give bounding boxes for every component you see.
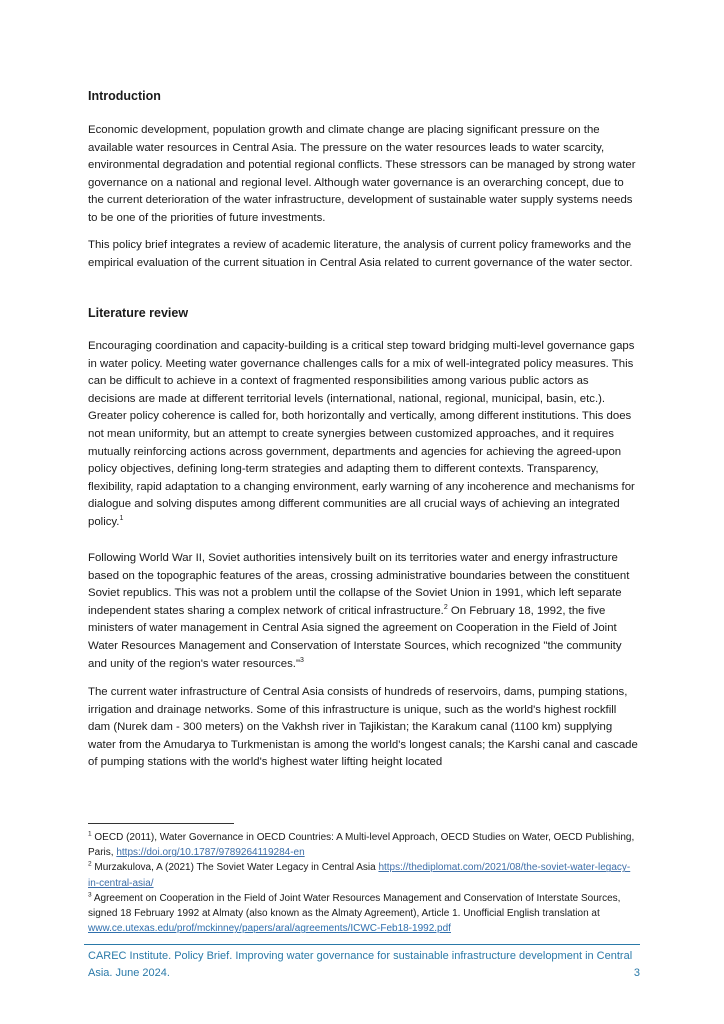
intro-paragraph-2: This policy brief integrates a review of academic literature, the analysis of current policy frameworks and the empirical evaluation of the current situation in Central Asia related to current governance of the water sector. [88, 239, 633, 269]
footnote-3-link[interactable]: www.ce.utexas.edu/prof/mckinney/papers/aral/agreements/ICWC-Feb18-1992.pdf [88, 923, 451, 935]
literature-review-heading: Literature review [88, 306, 189, 320]
footnote-1-text: OECD (2011), Water Governance in OECD Countries: A Multi-level Approach, OECD Studies on Water, OECD Publishing, Paris, [88, 832, 635, 859]
page-number: 3 [633, 967, 640, 979]
footnote-2 [88, 860, 639, 890]
literature-paragraph-2b-text: On February 18, 1992, the five ministers of water management in Central Asia signed the agreement on Cooperation in the Field of Joint Water Resources Management and Conservation of Interstate Sources, which recognized "the community and unity of the region's water resources." [88, 604, 622, 670]
footnote-1-number: 1 [88, 830, 92, 838]
footnote-1-link[interactable]: https://doi.org/10.1787/9789264119284-en [116, 847, 305, 859]
footer-text: CAREC Institute. Policy Brief. Improving water governance for sustainable infrastructure development in Central Asia. June 2024. [88, 950, 633, 979]
footnote-3-text: Agreement on Cooperation in the Field of Joint Water Resources Management and Conservation of Interstate Sources, signed 18 February 1992 at Almaty (also known as the Almaty Agreement), Article 1. Unofficial English translation at [88, 892, 621, 920]
page-footer [88, 948, 640, 982]
literature-paragraph-2 [88, 550, 639, 673]
footnote-ref-1[interactable]: 1 [119, 515, 124, 523]
literature-paragraph-2a-text: Following World War II, Soviet authorities intensively built on its territories water and energy infrastructure based on the topographic features of the areas, crossing administrative boundaries between the constituent Soviet republics. This was not a problem until the collapse of the Soviet Union in 1991, which left separate independent states sharing a complex network of critical infrastructure. [88, 552, 630, 617]
footer-divider [84, 944, 640, 945]
footnote-ref-3[interactable]: 3 [300, 656, 304, 664]
footnote-2-number: 2 [88, 861, 92, 869]
footnote-3-number: 3 [88, 891, 92, 899]
footnote-divider [88, 823, 234, 824]
introduction-heading: Introduction [88, 89, 161, 103]
footnote-2-link[interactable]: https://thediplomat.com/2021/08/the-soviet-water-legacy-in-central-asia/ [88, 862, 631, 889]
intro-paragraph-1: Economic development, population growth and climate change are placing significant pressure on the available water resources in Central Asia. The pressure on the water resources leads to water scarcity, environmental degradation and potential regional conflicts. These stressors can be managed by strong water governance on a national and regional level. Although water governance is an overarching concept, due to the current deterioration of the water infrastructure, development of sustainable water supply systems needs to be one of the priorities of future investments. [88, 124, 636, 224]
footnote-ref-2[interactable]: 2 [443, 603, 448, 611]
literature-paragraph-1-text: Encouraging coordination and capacity-building is a critical step toward bridging multi-level governance gaps in water policy. Meeting water governance challenges calls for a mix of well-integrated policy measures. This can be difficult to achieve in a context of fragmented responsibilities among various public actors as decisions are made at different territorial levels (international, national, regional, municipal, basin, etc.). Greater policy coherence is called for, both horizontally and vertically, among different institutions. This does not mean uniformity, but an attempt to create synergies between customized approaches, and it requires mutually reinforcing actions across government, departments and agencies for achieving the agreed-upon policy objectives, defining long-term strategies and adapting them to different contexts. Transparency, flexibility, rapid adaptation to a changing environment, early warning of any incoherence and mechanisms for dialogue and solving disputes among different communities are all crucial ways of achieving an integrated policy. [88, 340, 635, 528]
footnote-1 [88, 830, 639, 860]
footnote-3 [88, 891, 639, 937]
footnote-2-text: Murzakulova, A (2021) The Soviet Water Legacy in Central Asia [91, 862, 379, 874]
literature-paragraph-3: The current water infrastructure of Central Asia consists of hundreds of reservoirs, dams, pumping stations, irrigation and drainage networks. Some of this infrastructure is unique, such as the world's highest rockfill dam (Nurek dam - 300 meters) on the Vakhsh river in Tajikistan; the Karakum canal (1100 km) supplying water from the Amudarya to Turkmenistan is among the world's longest canals; the Karshi canal and cascade of pumping stations with the world's highest water lifting height located [88, 686, 638, 769]
footnotes [88, 830, 639, 936]
literature-paragraph-1 [88, 338, 639, 532]
